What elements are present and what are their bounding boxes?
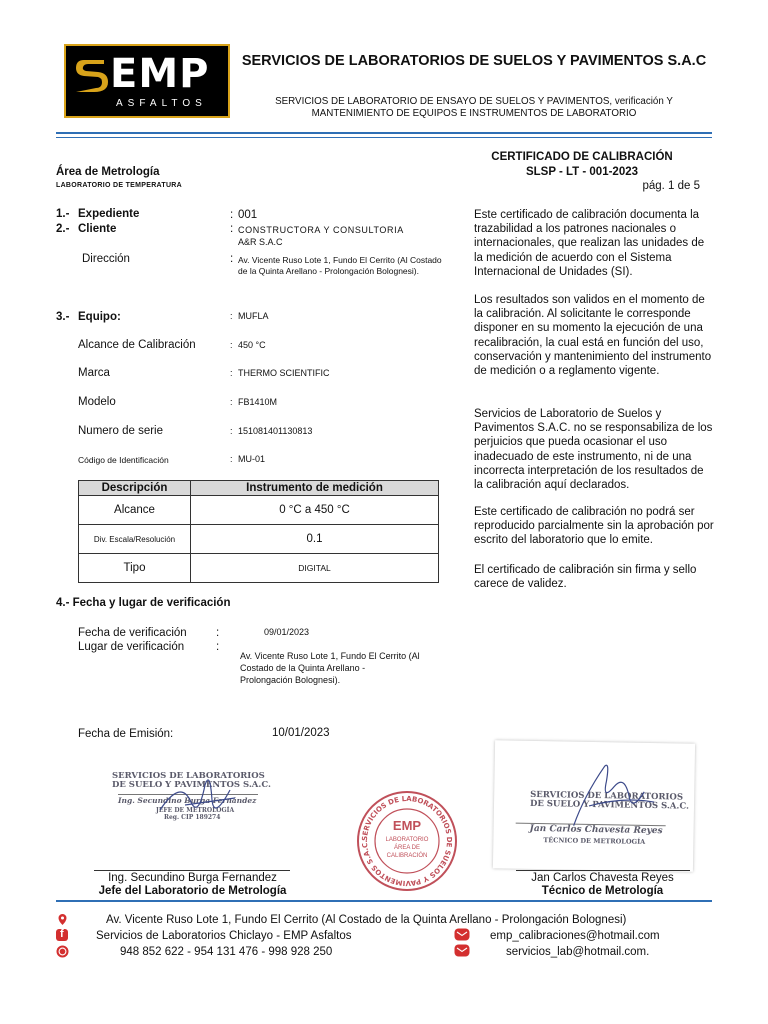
field-label-equipo: Equipo:	[78, 311, 121, 323]
footer-email-1[interactable]: emp_calibraciones@hotmail.com	[490, 930, 660, 942]
footer-phones: 948 852 622 - 954 131 476 - 998 928 250	[120, 946, 333, 958]
field-label-marca: Marca	[78, 367, 110, 379]
whatsapp-icon	[56, 945, 69, 958]
field-label-cliente: Cliente	[78, 223, 117, 235]
disclaimer-paragraph-1: Este certificado de calibración documenta la trazabilidad a los patrones nacionales o internacionales, que realizan las unidades de la medición de acuerdo con el Sistema Internacional de Unidades (SI).	[474, 209, 705, 278]
header-rule-thin	[56, 137, 712, 138]
table-cell: Tipo	[79, 554, 191, 583]
logo-subtext: ASFALTOS	[116, 98, 207, 109]
field-value-serie: 151081401130813	[238, 426, 313, 436]
stamp-right-line3: Jan Carlos Chavesta Reyes	[516, 823, 666, 837]
field-num-equipo: 3.-	[56, 311, 70, 323]
colon: :	[216, 641, 220, 653]
signature-right-title: Técnico de Metrología	[541, 885, 664, 897]
table-header-descripcion: Descripción	[79, 481, 191, 496]
field-num-cliente: 2.-	[56, 223, 70, 235]
field-label-direccion: Dirección	[82, 253, 130, 265]
field-value-marca: THERMO SCIENTIFIC	[238, 368, 330, 378]
lugar-verificacion-value: Av. Vicente Ruso Lote 1, Fundo El Cerrito (Al Costado de la Quinta Arellano - Prolongación Bolognesi).	[240, 651, 420, 685]
field-label-serie: Numero de serie	[78, 425, 164, 437]
stamp-left-line3: Ing. Secundino Burga Fernández	[118, 796, 257, 805]
seal-line3: CALIBRACIÓN	[386, 853, 428, 859]
field-value-direccion: Av. Vicente Ruso Lote 1, Fundo El Cerrito (Al Costado de la Quinta Arellano - Prolongación Bolognesi).	[238, 255, 442, 276]
signature-left-icon	[140, 770, 250, 830]
table-cell: 0 °C a 450 °C	[191, 496, 439, 525]
footer-facebook: Servicios de Laboratorios Chiclayo - EMP Asfaltos	[96, 930, 352, 942]
signature-right-name: Jan Carlos Chavesta Reyes	[531, 872, 674, 884]
stamp-left-line5: Reg. CIP 189274	[164, 814, 221, 821]
fecha-verificacion-label: Fecha de verificación	[78, 627, 187, 639]
colon: :	[230, 223, 234, 235]
stamp-right-line1: SERVICIOS DE LABORATORIOS	[530, 789, 684, 803]
area-title: Área de Metrología	[56, 166, 160, 178]
seal-line2: ÁREA DE	[393, 845, 421, 851]
field-label-modelo: Modelo	[78, 396, 116, 408]
colon: :	[230, 311, 233, 321]
facebook-icon: f	[56, 929, 68, 941]
field-value-equipo: MUFLA	[238, 311, 269, 321]
table-cell: DIGITAL	[191, 554, 439, 583]
field-label-expediente: Expediente	[78, 208, 140, 220]
certificate-number: SLSP - LT - 001-2023	[525, 166, 639, 178]
company-name: SERVICIOS DE LABORATORIOS DE SUELOS Y PAVIMENTOS S.A.C	[241, 53, 707, 69]
stamp-right-line4: TÉCNICO DE METROLOGÍA	[543, 836, 646, 846]
colon: :	[230, 368, 233, 378]
field-label-alcance: Alcance de Calibración	[78, 339, 196, 351]
fecha-emision-label: Fecha de Emisión:	[78, 728, 174, 740]
stamp-right-line2: DE SUELO Y PAVIMENTOS S.A.C.	[529, 798, 690, 812]
colon: :	[216, 627, 220, 639]
stamp-left-line4: JEFE DE METROLOGÍA	[156, 807, 235, 814]
lab-subtitle: LABORATORIO DE TEMPERATURA	[56, 182, 183, 189]
signature-left-name: Ing. Secundino Burga Fernandez	[108, 872, 277, 884]
certificate-heading	[462, 150, 702, 180]
stamp-right-card	[493, 740, 695, 871]
disclaimer-paragraph-3: Servicios de Laboratorio de Suelos y Pavimentos S.A.C. no se responsabiliza de los perjuicios que pueda ocasionar el uso inadecuado de este instrumento, ni de una incorrecta interpretación de los resultados de la calibración aquí declarados.	[474, 408, 713, 492]
email-icon	[454, 944, 470, 957]
colon: :	[230, 253, 234, 265]
colon: :	[230, 209, 234, 221]
footer-address: Av. Vicente Ruso Lote 1, Fundo El Cerrito (Al Costado de la Quinta Arellano - Prolongación Bolognesi)	[106, 914, 627, 926]
header-rule	[56, 132, 712, 134]
field-value-cliente-2: A&R S.A.C	[238, 237, 283, 247]
s-logo-icon	[74, 56, 110, 96]
table-row	[79, 525, 439, 554]
description-table	[78, 480, 439, 583]
colon: :	[230, 340, 233, 350]
stamp-left-line2: DE SUELO Y PAVIMENTOS S.A.C.	[112, 780, 271, 790]
logo-text: EMP	[110, 51, 210, 97]
seal-ring-text: SERVICIOS DE LABORATORIOS DE SUELOS Y PAVIMENTOS S.A.C.	[360, 794, 454, 888]
colon: :	[230, 397, 233, 407]
disclaimer-paragraph-4: Este certificado de calibración no podrá ser reproducido parcialmente sin la aprobación por escrito del laboratorio que lo emite.	[474, 506, 714, 547]
company-logo	[64, 44, 230, 118]
table-row	[79, 496, 439, 525]
section4-title: 4.- Fecha y lugar de verificación	[56, 597, 231, 609]
signature-right-icon	[533, 755, 664, 837]
field-value-modelo: FB1410M	[238, 397, 278, 407]
signature-left-title: Jefe del Laboratorio de Metrología	[98, 885, 287, 897]
disclaimer-paragraph-2: Los resultados son validos en el momento de la calibración. Al solicitante le corresponde disponer en su momento la ejecución de una recalibración, la cual está en función del uso, conservación y mantenimiento del instrumento de medición o a reglamento vigente.	[474, 294, 712, 378]
certificate-title: CERTIFICADO DE CALIBRACIÓN	[491, 151, 673, 163]
seal-stamp	[356, 790, 458, 892]
colon: :	[230, 454, 233, 464]
footer-rule	[56, 900, 712, 902]
seal-line1: LABORATORIO	[385, 837, 429, 843]
table-header-instrumento: Instrumento de medición	[191, 481, 439, 496]
colon: :	[230, 426, 233, 436]
company-subtitle: SERVICIOS DE LABORATORIO DE ENSAYO DE SUELOS Y PAVIMENTOS, verificación Y MANTENIMIENTO DE EQUIPOS E INSTRUMENTOS DE LABORATORIO	[275, 96, 673, 119]
field-value-alcance: 450 °C	[238, 340, 266, 350]
disclaimer-paragraph-5: El certificado de calibración sin firma y sello carece de validez.	[474, 564, 697, 591]
field-value-cliente-1: CONSTRUCTORA Y CONSULTORIA	[238, 225, 404, 235]
footer-email-2[interactable]: servicios_lab@hotmail.com.	[506, 946, 650, 958]
email-icon	[454, 928, 470, 941]
table-row	[79, 554, 439, 583]
field-label-codigo: Código de Identificación	[78, 455, 169, 465]
table-cell: 0.1	[191, 525, 439, 554]
lugar-verificacion-label: Lugar de verificación	[78, 641, 185, 653]
field-value-codigo: MU-01	[238, 454, 266, 464]
field-num-expediente: 1.-	[56, 208, 70, 220]
stamp-left-line1: SERVICIOS DE LABORATORIOS	[112, 771, 265, 781]
table-cell: Div. Escala/Resolución	[79, 525, 191, 554]
location-pin-icon	[56, 913, 69, 926]
seal-emp-text: EMP	[392, 818, 422, 833]
table-header-row	[79, 481, 439, 496]
page-number: pág. 1 de 5	[642, 180, 700, 192]
field-value-expediente: 001	[238, 209, 258, 221]
fecha-verificacion-value: 09/01/2023	[264, 627, 310, 637]
fecha-emision-value: 10/01/2023	[272, 727, 330, 739]
table-cell: Alcance	[79, 496, 191, 525]
